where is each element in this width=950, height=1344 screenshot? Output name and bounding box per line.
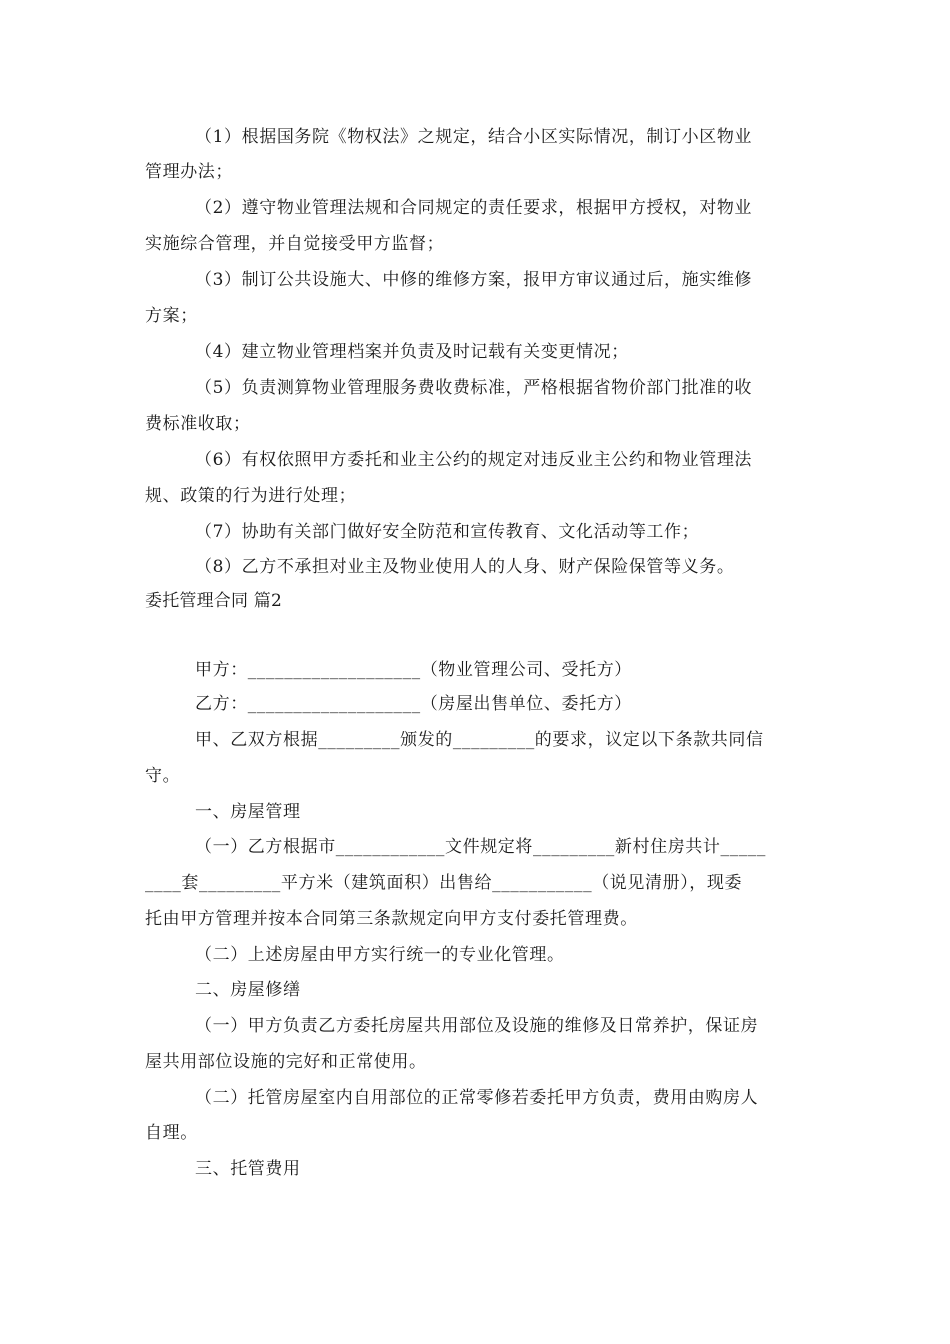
clause-1-line-2: 管理办法； xyxy=(145,162,233,182)
clause-5-line-2: 费标准收取； xyxy=(145,414,251,434)
preamble-line-2: 守。 xyxy=(145,766,181,786)
repair-clause-2-line-1: （二）托管房屋室内自用部位的正常零修若委托甲方负责，费用由购房人 xyxy=(195,1088,759,1108)
heading-custody-fees: 三、托管费用 xyxy=(195,1159,301,1179)
clause-5-line-1: （5）负责测算物业管理服务费收费标准，严格根据省物价部门批准的收 xyxy=(195,378,753,398)
repair-clause-1-line-1: （一）甲方负责乙方委托房屋共用部位及设施的维修及日常养护，保证房 xyxy=(195,1016,759,1036)
housing-clause-1-line-2: ____套_________平方米（建筑面积）出售给___________（说见清册），现委 xyxy=(145,873,743,893)
clause-3-line-1: （3）制订公共设施大、中修的维修方案，报甲方审议通过后，施实维修 xyxy=(195,270,753,290)
clause-4-line-1: （4）建立物业管理档案并负责及时记载有关变更情况； xyxy=(195,342,629,362)
clause-8-line-1: （8）乙方不承担对业主及物业使用人的人身、财产保险保管等义务。 xyxy=(195,557,735,577)
housing-clause-2-line-1: （二）上述房屋由甲方实行统一的专业化管理。 xyxy=(195,945,565,965)
repair-clause-1-line-2: 屋共用部位设施的完好和正常使用。 xyxy=(145,1052,427,1072)
party-a-line: 甲方：___________________（物业管理公司、受托方） xyxy=(195,660,632,680)
preamble-line-1: 甲、乙双方根据_________颁发的_________的要求，议定以下条款共同信 xyxy=(195,730,764,750)
clause-7-line-1: （7）协助有关部门做好安全防范和宣传教育、文化活动等工作； xyxy=(195,522,700,542)
clause-2-line-2: 实施综合管理，并自觉接受甲方监督； xyxy=(145,234,445,254)
heading-housing-management: 一、房屋管理 xyxy=(195,802,301,822)
clause-6-line-2: 规、政策的行为进行处理； xyxy=(145,486,357,506)
clause-6-line-1: （6）有权依照甲方委托和业主公约的规定对违反业主公约和物业管理法 xyxy=(195,450,753,470)
party-b-line: 乙方：___________________（房屋出售单位、委托方） xyxy=(195,694,632,714)
heading-housing-repair: 二、房屋修缮 xyxy=(195,980,301,1000)
housing-clause-1-line-3: 托由甲方管理并按本合同第三条款规定向甲方支付委托管理费。 xyxy=(145,909,638,929)
repair-clause-2-line-2: 自理。 xyxy=(145,1123,198,1143)
clause-3-line-2: 方案； xyxy=(145,306,198,326)
section-title: 委托管理合同 篇2 xyxy=(145,591,283,611)
clause-1-line-1: （1）根据国务院《物权法》之规定，结合小区实际情况，制订小区物业 xyxy=(195,127,753,147)
clause-2-line-1: （2）遵守物业管理法规和合同规定的责任要求，根据甲方授权，对物业 xyxy=(195,198,753,218)
housing-clause-1-line-1: （一）乙方根据市____________文件规定将_________新村住房共计_____ xyxy=(195,837,766,857)
